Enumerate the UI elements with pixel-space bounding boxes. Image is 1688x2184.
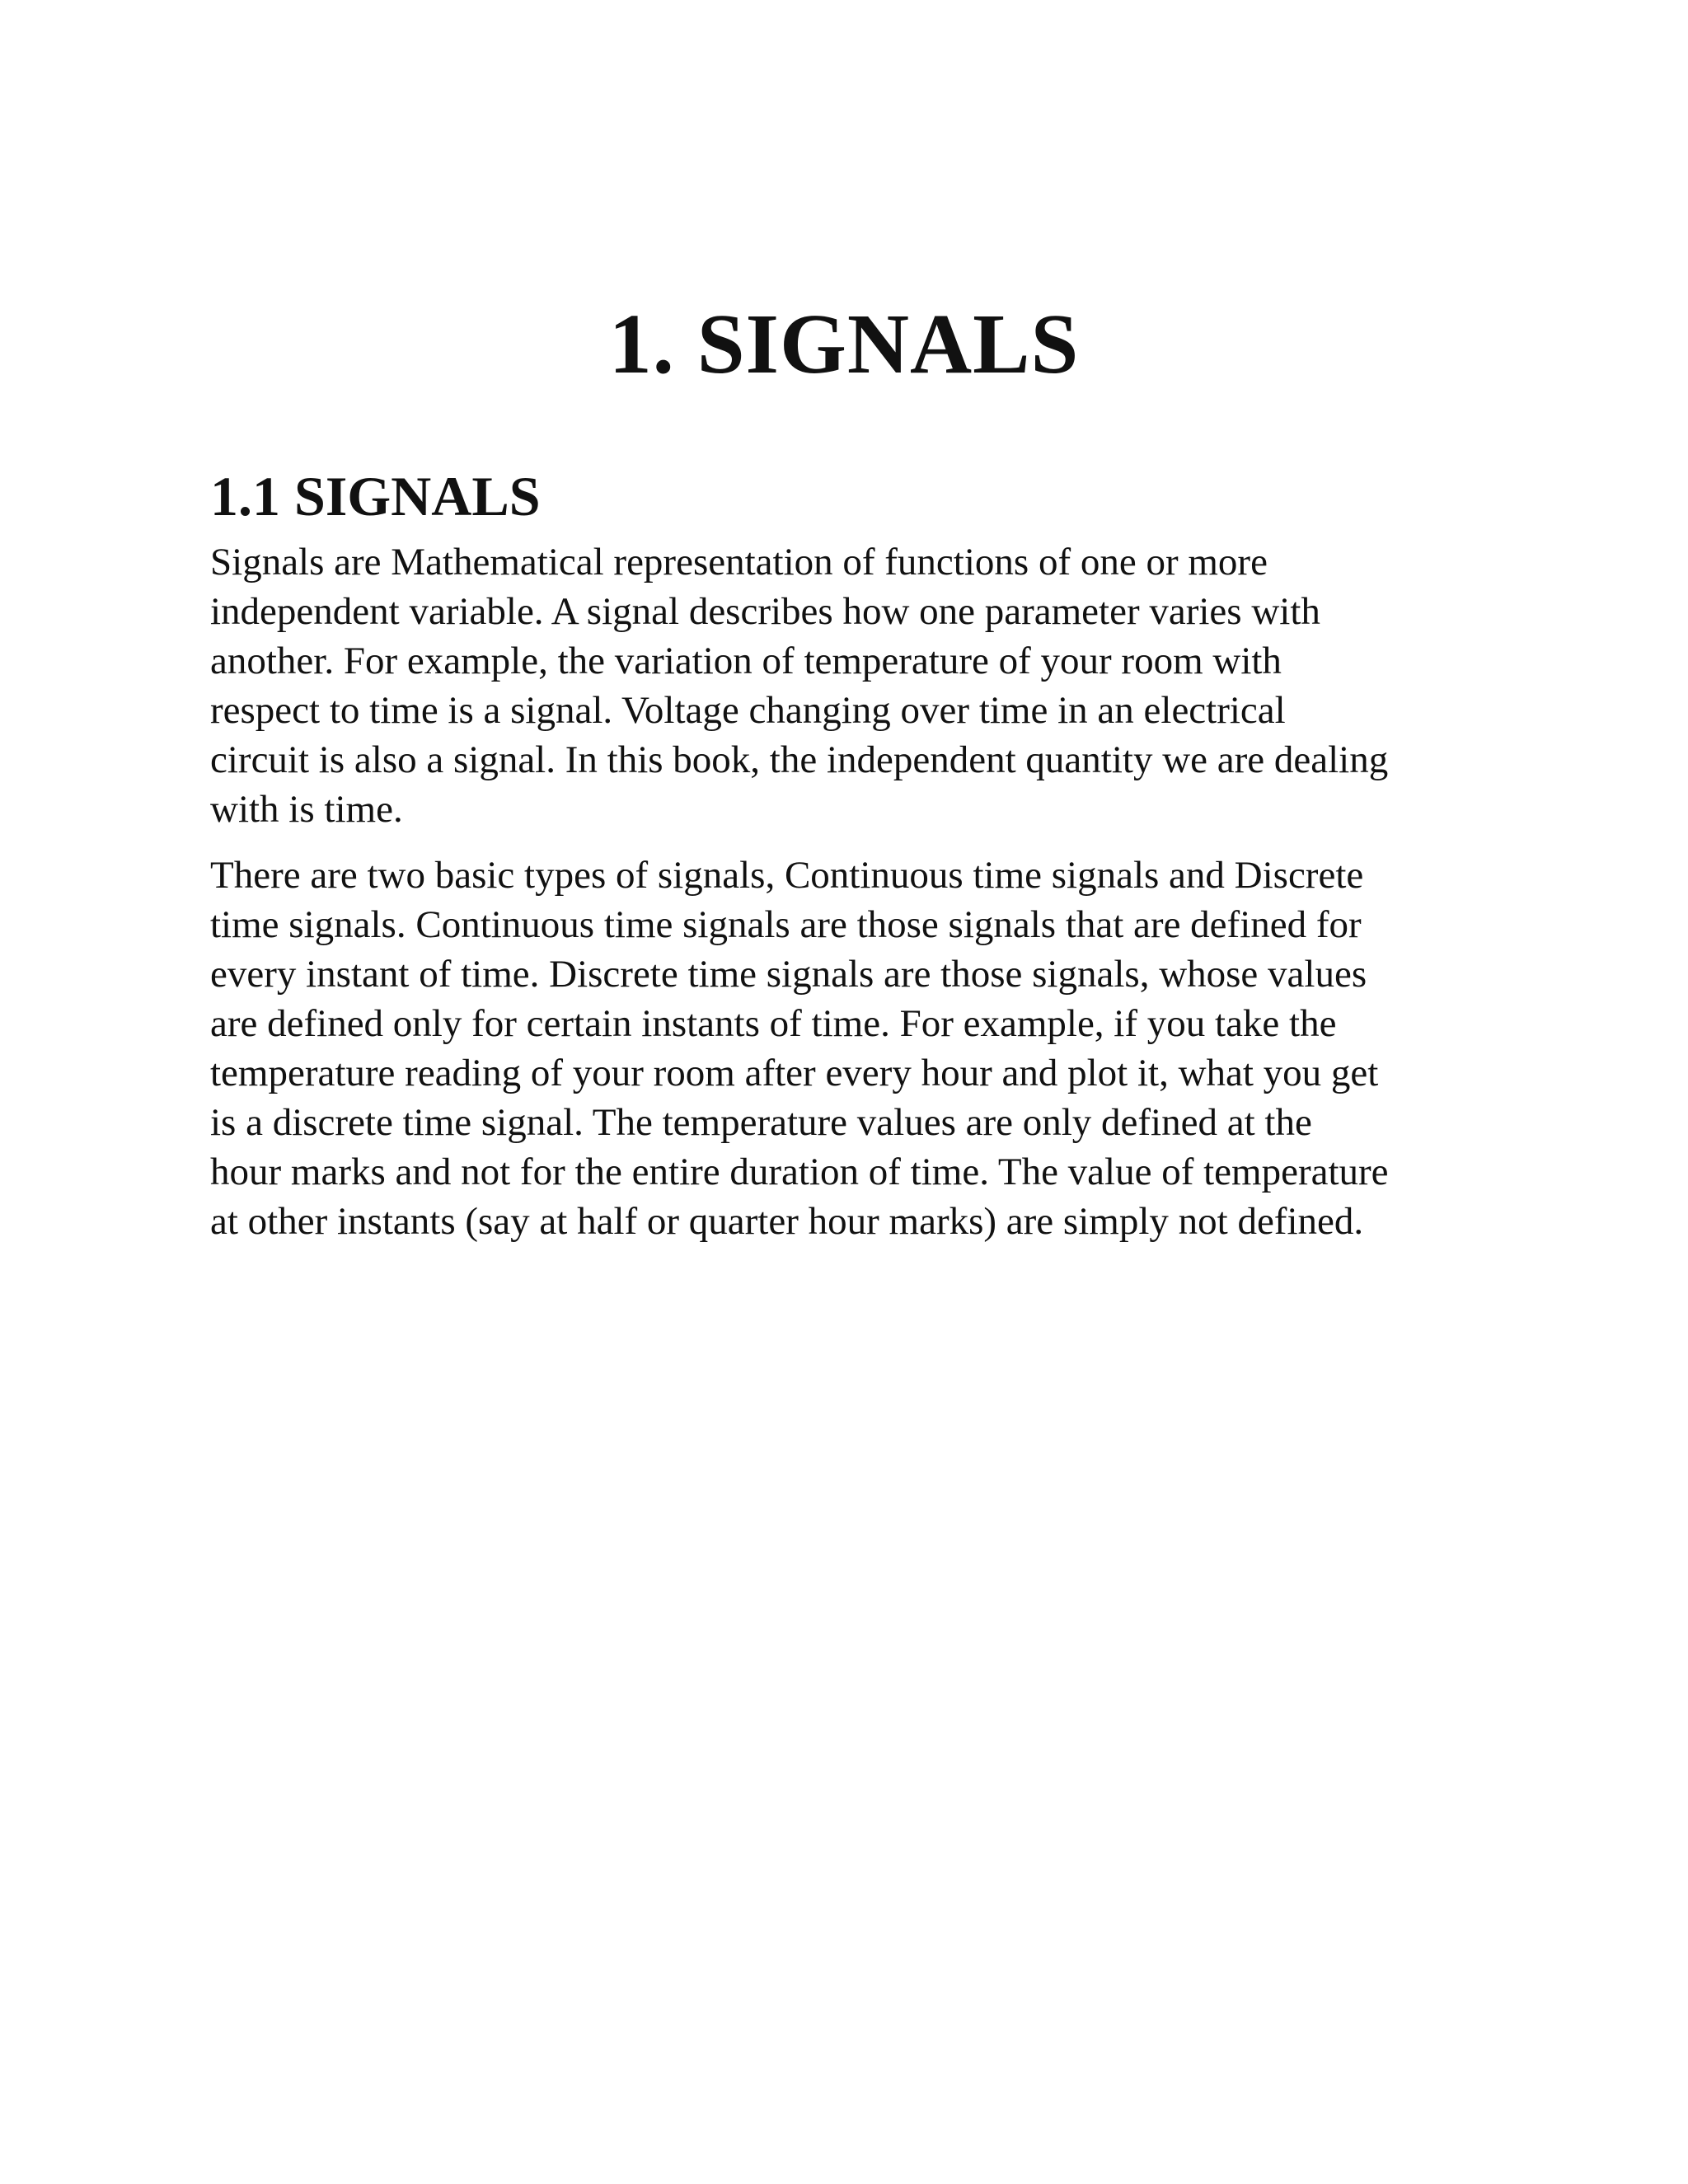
chapter-title: 1. SIGNALS [608,297,1080,391]
text-line: is a discrete time signal. The temperature values are only defined at the [210,1101,1312,1144]
text-line: time signals. Continuous time signals are those signals that are defined for [210,903,1362,946]
text-line: respect to time is a signal. Voltage changing over time in an electrical [210,689,1286,732]
text-line: Signals are Mathematical representation of functions of one or more [210,541,1268,583]
text-line: another. For example, the variation of temperature of your room with [210,640,1282,682]
paragraph-signals-definition [210,537,1496,834]
text-line: at other instants (say at half or quarter hour marks) are simply not defined. [210,1200,1364,1243]
text-line: independent variable. A signal describes how one parameter varies with [210,590,1320,633]
text-line: temperature reading of your room after every hour and plot it, what you get [210,1052,1379,1094]
paragraph-signal-types [210,851,1496,1246]
section-title: 1.1 SIGNALS [210,465,541,527]
text-line: every instant of time. Discrete time signals are those signals, whose values [210,953,1367,996]
text-line: with is time. [210,788,403,831]
text-line: There are two basic types of signals, Continuous time signals and Discrete [210,854,1364,897]
text-line: circuit is also a signal. In this book, the independent quantity we are dealing [210,738,1389,781]
text-line: hour marks and not for the entire duration of time. The value of temperature [210,1151,1389,1193]
section-content [210,462,1496,1263]
text-line: are defined only for certain instants of time. For example, if you take the [210,1002,1337,1045]
